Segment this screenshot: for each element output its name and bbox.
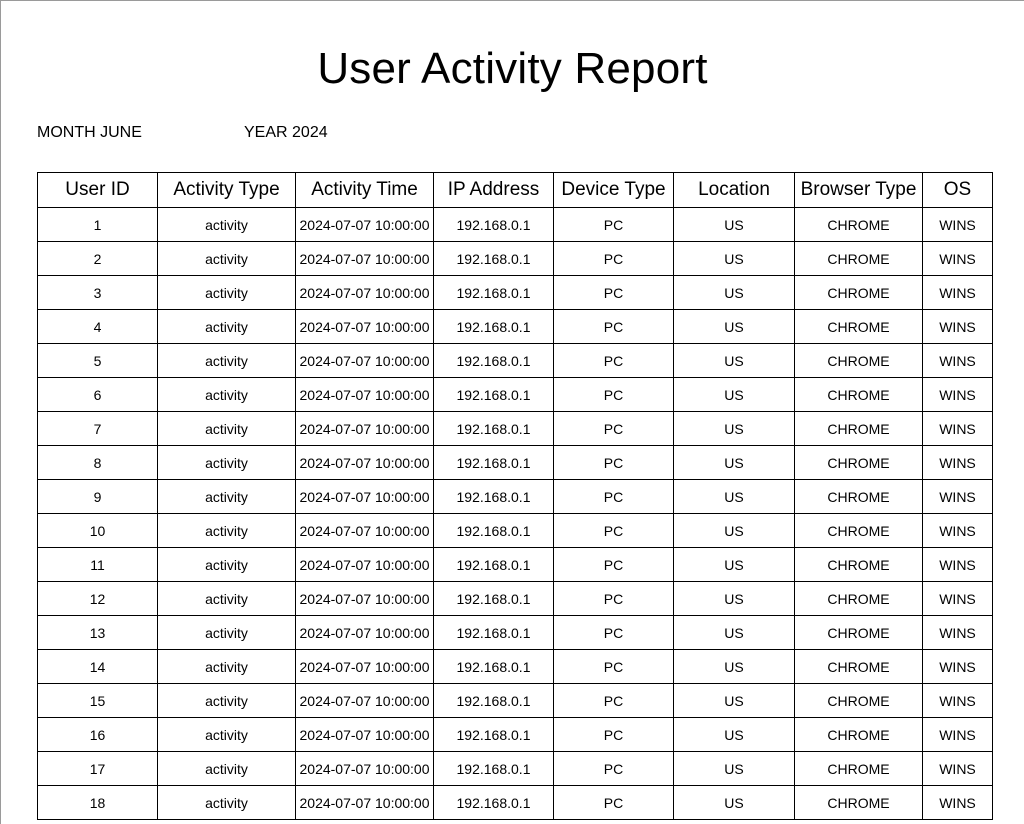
cell-activity-type: activity (158, 650, 296, 684)
cell-device-type: PC (554, 650, 674, 684)
cell-device-type: PC (554, 480, 674, 514)
cell-ip-address: 192.168.0.1 (434, 650, 554, 684)
cell-location: US (674, 310, 795, 344)
column-header-activity-type: Activity Type (158, 173, 296, 208)
cell-browser-type: CHROME (795, 276, 923, 310)
cell-location: US (674, 684, 795, 718)
cell-browser-type: CHROME (795, 412, 923, 446)
cell-activity-time: 2024-07-07 10:00:00 (296, 514, 434, 548)
table-row (38, 310, 993, 344)
cell-browser-type: CHROME (795, 786, 923, 820)
cell-user-id: 13 (38, 616, 158, 650)
column-header-device-type: Device Type (554, 173, 674, 208)
cell-location: US (674, 752, 795, 786)
month-label: MONTH JUNE (37, 124, 142, 141)
cell-browser-type: CHROME (795, 344, 923, 378)
cell-ip-address: 192.168.0.1 (434, 786, 554, 820)
cell-location: US (674, 480, 795, 514)
cell-browser-type: CHROME (795, 752, 923, 786)
column-header-user-id: User ID (38, 173, 158, 208)
cell-user-id: 8 (38, 446, 158, 480)
table-row (38, 242, 993, 276)
table-row (38, 786, 993, 820)
cell-browser-type: CHROME (795, 650, 923, 684)
cell-os: WINS (923, 208, 993, 242)
table-row (38, 344, 993, 378)
cell-location: US (674, 718, 795, 752)
cell-device-type: PC (554, 514, 674, 548)
cell-location: US (674, 514, 795, 548)
cell-os: WINS (923, 310, 993, 344)
cell-activity-type: activity (158, 718, 296, 752)
cell-user-id: 9 (38, 480, 158, 514)
cell-activity-time: 2024-07-07 10:00:00 (296, 480, 434, 514)
cell-device-type: PC (554, 752, 674, 786)
cell-device-type: PC (554, 582, 674, 616)
column-header-location: Location (674, 173, 795, 208)
table-body (38, 208, 993, 820)
table-header-row (38, 173, 993, 208)
cell-activity-time: 2024-07-07 10:00:00 (296, 276, 434, 310)
cell-user-id: 3 (38, 276, 158, 310)
cell-user-id: 4 (38, 310, 158, 344)
cell-device-type: PC (554, 684, 674, 718)
cell-activity-type: activity (158, 480, 296, 514)
cell-location: US (674, 378, 795, 412)
cell-ip-address: 192.168.0.1 (434, 310, 554, 344)
cell-user-id: 2 (38, 242, 158, 276)
cell-location: US (674, 786, 795, 820)
cell-device-type: PC (554, 208, 674, 242)
cell-user-id: 12 (38, 582, 158, 616)
column-header-browser-type: Browser Type (795, 173, 923, 208)
cell-user-id: 14 (38, 650, 158, 684)
cell-ip-address: 192.168.0.1 (434, 548, 554, 582)
table-row (38, 582, 993, 616)
cell-browser-type: CHROME (795, 582, 923, 616)
cell-ip-address: 192.168.0.1 (434, 514, 554, 548)
cell-device-type: PC (554, 616, 674, 650)
cell-activity-type: activity (158, 208, 296, 242)
cell-os: WINS (923, 412, 993, 446)
column-header-ip-address: IP Address (434, 173, 554, 208)
cell-location: US (674, 650, 795, 684)
cell-activity-time: 2024-07-07 10:00:00 (296, 446, 434, 480)
cell-activity-time: 2024-07-07 10:00:00 (296, 650, 434, 684)
cell-activity-time: 2024-07-07 10:00:00 (296, 208, 434, 242)
cell-os: WINS (923, 242, 993, 276)
cell-location: US (674, 276, 795, 310)
cell-os: WINS (923, 446, 993, 480)
cell-device-type: PC (554, 446, 674, 480)
cell-location: US (674, 616, 795, 650)
cell-browser-type: CHROME (795, 616, 923, 650)
cell-activity-type: activity (158, 310, 296, 344)
cell-user-id: 15 (38, 684, 158, 718)
cell-activity-type: activity (158, 378, 296, 412)
cell-activity-time: 2024-07-07 10:00:00 (296, 752, 434, 786)
cell-activity-type: activity (158, 276, 296, 310)
cell-user-id: 10 (38, 514, 158, 548)
table-row (38, 650, 993, 684)
cell-device-type: PC (554, 310, 674, 344)
cell-ip-address: 192.168.0.1 (434, 208, 554, 242)
cell-os: WINS (923, 582, 993, 616)
table-row (38, 412, 993, 446)
table-row (38, 276, 993, 310)
cell-activity-type: activity (158, 616, 296, 650)
cell-ip-address: 192.168.0.1 (434, 616, 554, 650)
cell-user-id: 17 (38, 752, 158, 786)
cell-activity-type: activity (158, 412, 296, 446)
cell-activity-time: 2024-07-07 10:00:00 (296, 344, 434, 378)
cell-location: US (674, 242, 795, 276)
cell-device-type: PC (554, 344, 674, 378)
table-row (38, 752, 993, 786)
table-row (38, 514, 993, 548)
year-label: YEAR 2024 (244, 124, 328, 141)
cell-os: WINS (923, 344, 993, 378)
cell-device-type: PC (554, 242, 674, 276)
cell-device-type: PC (554, 718, 674, 752)
cell-browser-type: CHROME (795, 208, 923, 242)
cell-ip-address: 192.168.0.1 (434, 480, 554, 514)
cell-user-id: 16 (38, 718, 158, 752)
cell-ip-address: 192.168.0.1 (434, 684, 554, 718)
cell-location: US (674, 208, 795, 242)
cell-location: US (674, 548, 795, 582)
cell-user-id: 1 (38, 208, 158, 242)
cell-ip-address: 192.168.0.1 (434, 752, 554, 786)
cell-user-id: 11 (38, 548, 158, 582)
cell-activity-time: 2024-07-07 10:00:00 (296, 616, 434, 650)
cell-device-type: PC (554, 276, 674, 310)
cell-activity-time: 2024-07-07 10:00:00 (296, 786, 434, 820)
cell-os: WINS (923, 650, 993, 684)
table-row (38, 616, 993, 650)
cell-ip-address: 192.168.0.1 (434, 276, 554, 310)
cell-ip-address: 192.168.0.1 (434, 378, 554, 412)
cell-os: WINS (923, 786, 993, 820)
cell-os: WINS (923, 548, 993, 582)
cell-os: WINS (923, 718, 993, 752)
column-header-os: OS (923, 173, 993, 208)
cell-activity-time: 2024-07-07 10:00:00 (296, 684, 434, 718)
cell-location: US (674, 582, 795, 616)
table-row (38, 446, 993, 480)
page-title: User Activity Report (317, 44, 708, 93)
cell-activity-time: 2024-07-07 10:00:00 (296, 582, 434, 616)
cell-os: WINS (923, 378, 993, 412)
cell-user-id: 18 (38, 786, 158, 820)
cell-device-type: PC (554, 786, 674, 820)
cell-browser-type: CHROME (795, 684, 923, 718)
cell-browser-type: CHROME (795, 242, 923, 276)
table-row (38, 718, 993, 752)
cell-activity-time: 2024-07-07 10:00:00 (296, 242, 434, 276)
cell-activity-type: activity (158, 786, 296, 820)
cell-activity-time: 2024-07-07 10:00:00 (296, 412, 434, 446)
activity-table (37, 172, 993, 820)
cell-activity-type: activity (158, 344, 296, 378)
cell-ip-address: 192.168.0.1 (434, 718, 554, 752)
cell-ip-address: 192.168.0.1 (434, 242, 554, 276)
cell-browser-type: CHROME (795, 718, 923, 752)
column-header-activity-time: Activity Time (296, 173, 434, 208)
cell-location: US (674, 344, 795, 378)
cell-browser-type: CHROME (795, 378, 923, 412)
cell-location: US (674, 446, 795, 480)
cell-activity-type: activity (158, 684, 296, 718)
cell-device-type: PC (554, 378, 674, 412)
cell-user-id: 6 (38, 378, 158, 412)
table-row (38, 480, 993, 514)
cell-activity-time: 2024-07-07 10:00:00 (296, 378, 434, 412)
cell-os: WINS (923, 684, 993, 718)
cell-activity-type: activity (158, 446, 296, 480)
cell-ip-address: 192.168.0.1 (434, 582, 554, 616)
cell-activity-type: activity (158, 582, 296, 616)
cell-device-type: PC (554, 548, 674, 582)
cell-activity-type: activity (158, 548, 296, 582)
cell-device-type: PC (554, 412, 674, 446)
cell-ip-address: 192.168.0.1 (434, 344, 554, 378)
cell-os: WINS (923, 616, 993, 650)
cell-os: WINS (923, 514, 993, 548)
cell-activity-time: 2024-07-07 10:00:00 (296, 548, 434, 582)
cell-browser-type: CHROME (795, 310, 923, 344)
cell-browser-type: CHROME (795, 446, 923, 480)
cell-activity-type: activity (158, 752, 296, 786)
cell-user-id: 5 (38, 344, 158, 378)
cell-browser-type: CHROME (795, 548, 923, 582)
cell-location: US (674, 412, 795, 446)
cell-activity-time: 2024-07-07 10:00:00 (296, 310, 434, 344)
cell-ip-address: 192.168.0.1 (434, 446, 554, 480)
cell-ip-address: 192.168.0.1 (434, 412, 554, 446)
cell-activity-time: 2024-07-07 10:00:00 (296, 718, 434, 752)
cell-browser-type: CHROME (795, 480, 923, 514)
table-row (38, 548, 993, 582)
cell-activity-type: activity (158, 242, 296, 276)
table-row (38, 378, 993, 412)
table-row (38, 684, 993, 718)
table-row (38, 208, 993, 242)
cell-os: WINS (923, 752, 993, 786)
cell-os: WINS (923, 276, 993, 310)
cell-activity-type: activity (158, 514, 296, 548)
cell-browser-type: CHROME (795, 514, 923, 548)
cell-os: WINS (923, 480, 993, 514)
cell-user-id: 7 (38, 412, 158, 446)
